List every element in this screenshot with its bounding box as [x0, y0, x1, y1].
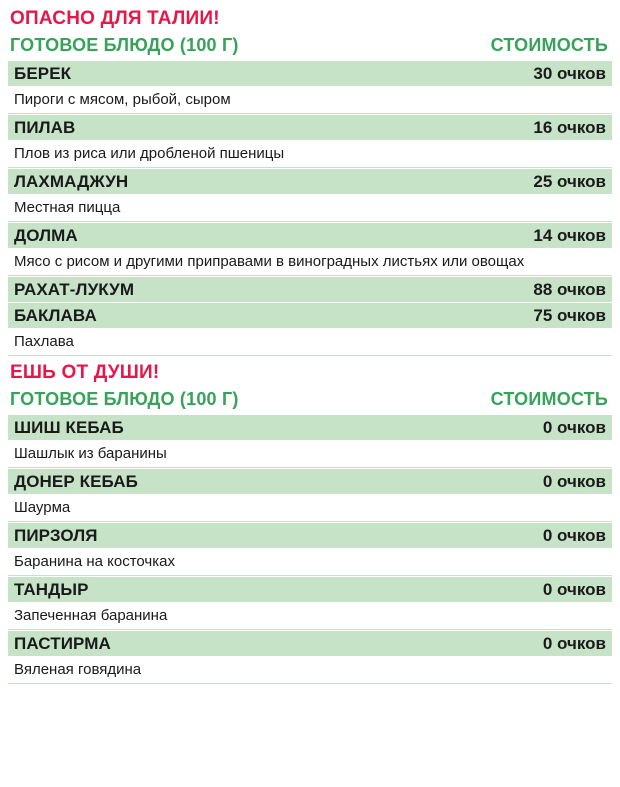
table-row-description	[8, 140, 612, 168]
dish-description: Запеченная баранина	[14, 607, 168, 624]
dish-description: Баранина на косточках	[14, 553, 175, 570]
table-row	[8, 168, 612, 194]
column-header-cost: СТОИМОСТЬ	[490, 389, 608, 409]
table-row	[8, 630, 612, 656]
dish-name: ПИЛАВ	[14, 118, 76, 137]
dish-description: Плов из риса или дробленой пшеницы	[14, 145, 285, 162]
dish-description: Шашлык из баранины	[14, 445, 167, 462]
dish-points: 0 очков	[542, 634, 606, 653]
dish-points: 30 очков	[533, 64, 606, 83]
dish-name: ПАСТИРМА	[14, 634, 111, 653]
dish-description: Мясо с рисом и другими приправами в виноградных листьях или овощах	[14, 253, 525, 270]
column-header-dish: ГОТОВОЕ БЛЮДО (100 Г)	[10, 35, 239, 55]
dish-points: 14 очков	[533, 226, 606, 245]
table-row-description	[8, 194, 612, 222]
table-row-description	[8, 656, 612, 684]
table-row	[8, 222, 612, 248]
dish-name: РАХАТ-ЛУКУМ	[14, 280, 135, 299]
dish-points: 0 очков	[542, 472, 606, 491]
dish-points: 0 очков	[542, 526, 606, 545]
dish-name: ТАНДЫР	[14, 580, 89, 599]
dish-description: Шаурма	[14, 499, 71, 516]
table-row-description	[8, 494, 612, 522]
dish-name: БАКЛАВА	[14, 306, 97, 325]
table-row	[8, 576, 612, 602]
dish-name: ДОНЕР КЕБАБ	[14, 472, 138, 491]
table-row	[8, 522, 612, 548]
table-row-description	[8, 548, 612, 576]
dish-name: ПИРЗОЛЯ	[14, 526, 98, 545]
table-row-description	[8, 86, 612, 114]
column-header-good	[8, 387, 612, 414]
dish-name: ДОЛМА	[14, 226, 78, 245]
table-row	[8, 114, 612, 140]
section-title-good: ЕШЬ ОТ ДУШИ!	[10, 362, 160, 383]
dish-description: Пахлава	[14, 333, 74, 350]
section-title-danger: ОПАСНО ДЛЯ ТАЛИИ!	[10, 8, 220, 29]
table-row-description	[8, 248, 612, 276]
table-row	[8, 60, 612, 86]
dish-name: ШИШ КЕБАБ	[14, 418, 124, 437]
dish-points: 16 очков	[533, 118, 606, 137]
dish-points: 0 очков	[542, 580, 606, 599]
column-header-cost: СТОИМОСТЬ	[490, 35, 608, 55]
dish-name: ЛАХМАДЖУН	[14, 172, 129, 191]
table-row	[8, 468, 612, 494]
section-danger	[8, 6, 612, 356]
dish-points: 25 очков	[533, 172, 606, 191]
table-row-description	[8, 440, 612, 468]
column-header-dish: ГОТОВОЕ БЛЮДО (100 Г)	[10, 389, 239, 409]
table-row	[8, 302, 612, 328]
table-row-description	[8, 602, 612, 630]
dish-description: Местная пицца	[14, 199, 121, 216]
dish-points: 0 очков	[542, 418, 606, 437]
table-row	[8, 276, 612, 302]
dish-description: Пироги с мясом, рыбой, сыром	[14, 91, 231, 108]
table-row	[8, 414, 612, 440]
table-row-description	[8, 328, 612, 356]
dish-points: 88 очков	[533, 280, 606, 299]
dish-description: Вяленая говядина	[14, 661, 142, 678]
dish-points: 75 очков	[533, 306, 606, 325]
dish-name: БЕРЕК	[14, 64, 72, 83]
section-good	[8, 360, 612, 684]
column-header-danger	[8, 33, 612, 60]
